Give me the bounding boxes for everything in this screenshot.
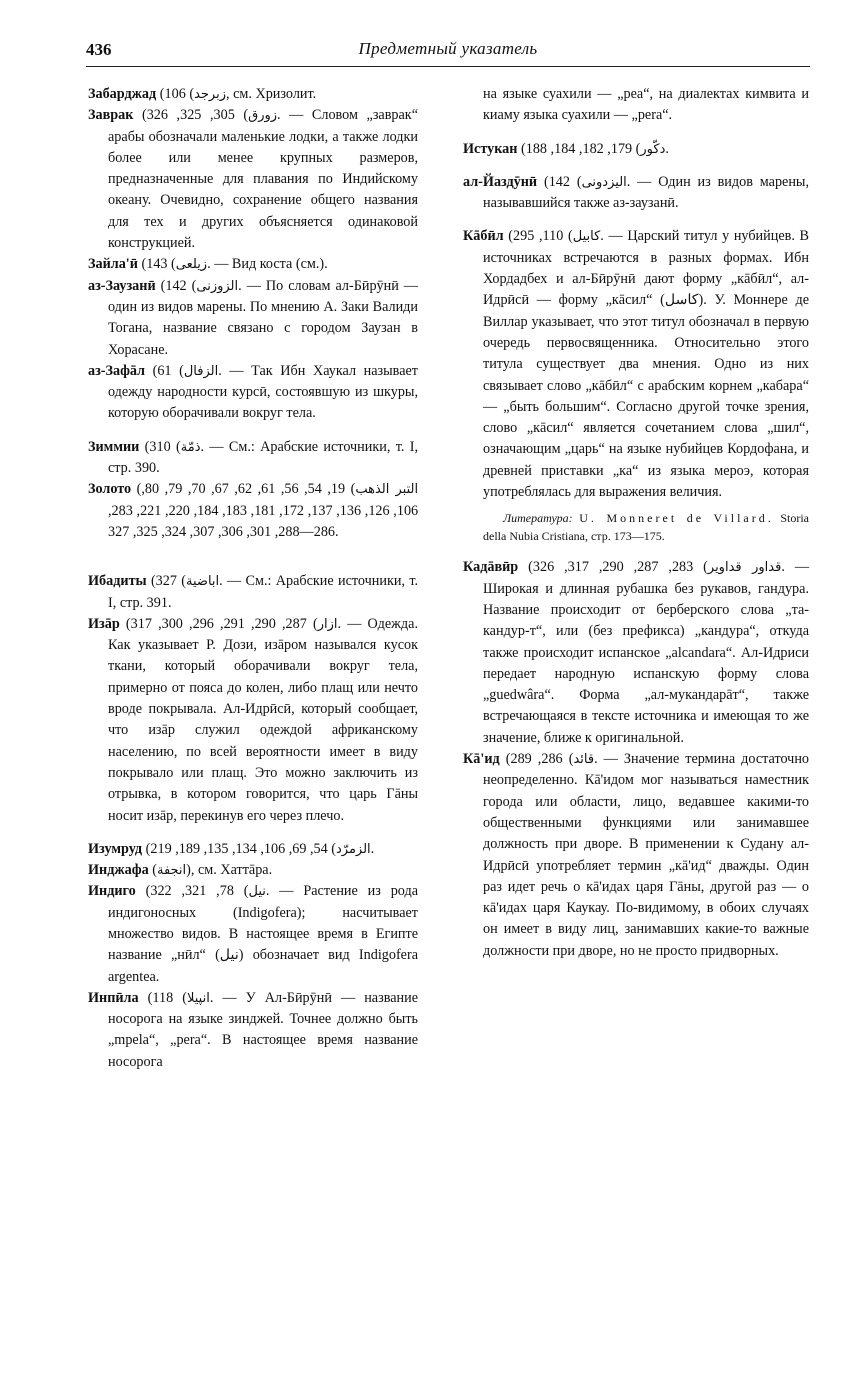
headword: Изумруд: [88, 840, 143, 857]
entry-text: 283, 287, 290, 317, 326. — Широкая и длинная рубашка без рукавов, гандура. Название происходит от берберского слова „та-кандур-т“, или (без префикса) „кандура“, откуда также происходит испанское „alcandara“. Ал-Идриси передает народную испанскую форму слова „guedwâra“. Форма „ал-мукандарāт“, также встречающаяся в тексте источника и имеющая то же значение, ближе к оригинальной.: [483, 559, 810, 746]
headword: Забарджад: [88, 86, 157, 102]
index-entry: Зайла'ӣ ( زيلعى) 143. — Вид коста (см.).: [88, 256, 328, 273]
arabic-term: الزمرّد: [336, 841, 371, 857]
headword: Кадāвӣр: [463, 559, 519, 576]
headword: Заврак: [88, 107, 134, 124]
index-entry: Изумруд ( الزمرّد) 54, 69, 106, 134, 135, 189, 219.: [88, 840, 375, 857]
literature-reference: [463, 509, 809, 545]
entry-text: 78, 321, 322. — Растение из рода индигоносных (Indigofera); насчитывает множество видов. В настоящее время в Египте название „нӣл“ (نيل) обозначает вид Indigofera argentea.: [108, 883, 419, 985]
entry-text: , см. Хаттāра.: [190, 862, 273, 879]
entry-text: 287, 290, 291, 296, 300, 317. — Одежда. Как указывает Р. Дози, изāром назывался кусок ткани, который оборачивали вокруг тела, примерно от пояса до колен, либо плащ или нечто вроде покрывала. Ал-Идрӣсӣ, который сообщает, что изāр служил одеждой африканскому населению, по всей вероятности имеет в виду покрывало или плащ. Это можно заключить из отрывка, в котором говорится, что царь Гāны носит изāр, перекинув его через плечо.: [108, 615, 418, 824]
index-entry: Золото ( التبر الذهب) 19, 54, 56, 61, 62, 67, 70, 79, 80, 106, 126, 136, 137, 172, 181, 183, 184, 220, 221, 283, 286—288, 301, 306, 307, 324, 325, 327.: [88, 481, 419, 540]
entry-text: 118. — У Ал-Бӣрӯнӣ — название носорога на языке зинджей. Точнее должно быть „mpela“, „pera“. В настоящее время название носорога: [108, 989, 418, 1070]
arabic-term: ازار: [317, 616, 338, 632]
headword: Кāбӣл: [463, 228, 504, 245]
entry-text: 142. — Один из видов марены, называвшийся также аз-заузанӣ.: [483, 173, 810, 212]
entry-text: 327. — См.: Арабские источники, т. I, стр. 391.: [108, 573, 418, 611]
index-entry: Инпӣла ( انپيلا) 118. — У Ал-Бӣрӯнӣ — название носорога на языке зинджей. Точнее должно быть „mpela“, „pera“. В настоящее время название носорога: [88, 989, 418, 1070]
running-title: Предметный указатель: [358, 39, 538, 58]
index-entry: Кадāвӣр ( قداور قداوير) 283, 287, 290, 317, 326. — Широкая и длинная рубашка без рукавов, гандура. Название происходит от берберского слова „та-кандур-т“, или (без префикса) „кандура“, откуда также происходит испанское „alcandara“. Ал-Идриси передает народную испанскую форму слова „guedwâra“. Форма „ал-мукандарāт“, также встречающаяся в тексте источника и имеющая то же значение, ближе к оригинальной.: [463, 559, 810, 746]
headword: Зайла'ӣ: [88, 256, 138, 273]
index-entry: ал-Йаздӯнӣ ( اليزدونى) 142. — Один из видов марены, называвшийся также аз-заузанӣ.: [463, 173, 810, 212]
arabic-term: انپيلا: [186, 990, 210, 1006]
arabic-term: الزوزنى: [196, 278, 239, 294]
arabic-term: زيلعى: [175, 257, 208, 273]
entry-text: 19, 54, 56, 61, 62, 67, 70, 79, 80, 106, 126, 136, 137, 172, 181, 183, 184, 220, 221, 283, 286—288, 301, 306, 307, 324, 325, 327.: [108, 481, 419, 540]
headword: Ибадиты: [88, 573, 147, 590]
headword: Зиммии: [88, 438, 140, 455]
entry-text: 310. — См.: Арабские источники, т. I, стр. 390.: [108, 438, 419, 477]
index-entry: Забарджад ( زبرجد) 106, см. Хризолит.: [88, 86, 317, 102]
arabic-term: قائد: [573, 752, 595, 768]
arabic-term: الزفال: [183, 363, 219, 379]
entry-text: 61. — Так Ибн Хаукал называет одежду народности курсӣ, состоявшую из шкуры, которую оборачивали вокруг тела.: [108, 362, 418, 422]
index-entry: аз-Зафāл ( الزفال) 61. — Так Ибн Хаукал называет одежду народности курсӣ, состоявшую из шкуры, которую оборачивали вокруг тела.: [88, 362, 418, 422]
index-entry: аз-Заузанӣ ( الزوزنى) 142. — По словам ал-Бӣрӯнӣ — один из видов марены. По мнению А. Заки Валиди Тогана, название связано с городом Заузан в Хорасане.: [88, 277, 418, 358]
arabic-term: زورق: [248, 108, 278, 124]
arabic-term: اباضية: [186, 574, 220, 590]
index-entry: Кā'ид ( قائد) 286, 289. — Значение термина достаточно неопределенно. Кā'идом мог называться наместник города или области, лицо, ведавшее какими-то общественными функциями или занимавшее должность при дворе. В применении к Судану ал-Идрӣсӣ употребляет термин „кā'ид“ дважды. Один раз идет речь о кā'идах царя Гāны, другой раз — о кā'идах царя Каукау. По-видимому, в обоих случаях он имеет в виду лиц, занимавших какие-то важные должности при дворе, но не просто придворных.: [463, 751, 810, 959]
index-entry: Кāбӣл ( كابيل) 110, 295. — Царский титул у нубийцев. В источниках встречаются в разных формах. Ибн Хордадбех и ал-Бӣрӯнӣ дают форму „кāбӣл“, ал-Идрӣсӣ — форму „кāсил“ (كاسل). У. Моннере де Виллар указывает, что этот титул обозначал в первую очередь первосвященника. Относительно этого титула существует два мнения. Одно из них связывает слово „кāбӣл“ с арабским корнем „кабара“ — „быть большим“. Согласно другой точке зрения, слово „кāсил“ является сочетанием слова „шил“, означающим „царь“ на языке нубийцев Кордофана, и древней приставки „ка“ из языка мероэ, которая употреблялась для выражения величия.: [463, 228, 810, 501]
headword: Золото: [88, 481, 132, 498]
headword: Индиго: [88, 883, 136, 900]
index-entry: Изāр ( ازار) 287, 290, 291, 296, 300, 317. — Одежда. Как указывает Р. Дози, изāром назывался кусок ткани, который оборачивали вокруг тела, примерно от пояса до колен, либо плащ или нечто вроде покрывала. Ал-Идрӣсӣ, который сообщает, что изāр служил одеждой африканскому населению, по всей вероятности имеет в виду покрывало или плащ. Это можно заключить из отрывка, в котором говорится, что царь Гāны носит изāр, перекинув его через плечо.: [88, 615, 418, 824]
arabic-term: كابيل: [572, 229, 601, 245]
arabic-term: انجفة: [156, 863, 187, 879]
arabic-term: اليزدونى: [581, 174, 627, 190]
page-number: 436: [86, 40, 112, 59]
page-header: [86, 36, 810, 66]
headword: аз-Зафāл: [88, 362, 145, 379]
index-entry: Истукан ( دكّور) 179, 182, 184, 188.: [463, 140, 669, 157]
index-entry: Индиго ( نيل) 78, 321, 322. — Растение из рода индигоносных (Indigofera); насчитывает множество видов. В настоящее время в Египте название „нӣл“ (نيل) обозначает вид Indigofera argentea.: [88, 883, 419, 985]
entry-text: 143. — Вид коста (см.).: [146, 256, 328, 273]
arabic-term: زبرجد: [194, 87, 226, 102]
arabic-term: قداور قداوير: [707, 560, 782, 576]
entry-text: 54, 69, 106, 134, 135, 189, 219.: [150, 840, 375, 857]
headword: аз-Заузанӣ: [88, 277, 156, 294]
headword: Инджафа: [88, 862, 149, 879]
left-column: [88, 84, 418, 1073]
literature-label: Литература:: [503, 511, 573, 526]
entry-text: 305, 325, 326. — Словом „заврак“ арабы обозначали маленькие лодки, а также лодки более или менее крупных размеров, предназначенные для плавания по Индийскому океану. Очевидно, сохранение общего названия для тех и других объясняется одинаковой конструкцией.: [108, 107, 418, 252]
entry-text: 110, 295. — Царский титул у нубийцев. В источниках встречаются в разных формах. Ибн Хордадбех и ал-Бӣрӯнӣ дают форму „кāбӣл“, ал-Идрӣсӣ — форму „кāсил“ (كاسل). У. Моннере де Виллар указывает, что этот титул обозначал в первую очередь первосвященника. Относительно этого титула существует два мнения. Одно из них связывает слово „кāбӣл“ с арабским корнем „кабара“ — „быть большим“. Согласно другой точке зрения, слово „кāсил“ является сочетанием слова „шил“, означающим „царь“ на языке нубийцев Кордофана, и древней приставки „ка“ из языка мероэ, которая употреблялась для выражения величия.: [483, 228, 810, 501]
header-rule: [86, 66, 810, 67]
headword: ал-Йаздӯнӣ: [463, 173, 538, 190]
arabic-term: دكّور: [640, 141, 666, 157]
index-entry: Ибадиты ( اباضية) 327. — См.: Арабские источники, т. I, стр. 391.: [88, 573, 418, 611]
headword: Истукан: [463, 140, 518, 157]
arabic-term: نيل: [248, 884, 266, 900]
entry-text: 179, 182, 184, 188.: [525, 140, 669, 157]
headword: Изāр: [88, 615, 120, 632]
literature-author: U. Monneret de Villard.: [579, 511, 774, 526]
entry-text: 286, 289. — Значение термина достаточно неопределенно. Кā'идом мог называться наместник города или области, лицо, ведавшее какими-то общественными функциями или занимавшее должность при дворе. В применении к Судану ал-Идрӣсӣ употребляет термин „кā'ид“ дважды. Один раз идет речь о кā'идах царя Гāны, другой раз — о кā'идах царя Каукау. По-видимому, в обоих случаях он имеет в виду лиц, занимавших какие-то важные должности при дворе, но не просто придворных.: [483, 751, 810, 959]
headword: Инпӣла: [88, 989, 139, 1006]
entry-text: 142. — По словам ал-Бӣрӯнӣ — один из видов марены. По мнению А. Заки Валиди Тогана, название связано с городом Заузан в Хорасане.: [108, 277, 418, 358]
index-entry: Заврак ( زورق) 305, 325, 326. — Словом „заврак“ арабы обозначали маленькие лодки, а также лодки более или менее крупных размеров, предназначенные для плавания по Индийскому океану. Очевидно, сохранение общего названия для тех и других объясняется одинаковой конструкцией.: [88, 107, 418, 252]
index-entry: Зиммии ( ذمّة) 310. — См.: Арабские источники, т. I, стр. 390.: [88, 438, 419, 477]
entry-continuation: на языке суахили — „pea“, на диалектах кимвита и киаму языка суахили — „pera“.: [483, 86, 809, 124]
headword: Кā'ид: [463, 751, 500, 768]
arabic-term: التبر الذهب: [355, 482, 419, 498]
entry-text: 106, см. Хризолит.: [164, 86, 317, 102]
right-column: [463, 84, 809, 962]
literature-title: Storia della Nubia Cristiana, стр. 173—175.: [483, 511, 809, 544]
arabic-term: ذمّة: [180, 439, 201, 455]
index-entry: Инджафа (انجفة), см. Хаттāра.: [88, 862, 273, 879]
